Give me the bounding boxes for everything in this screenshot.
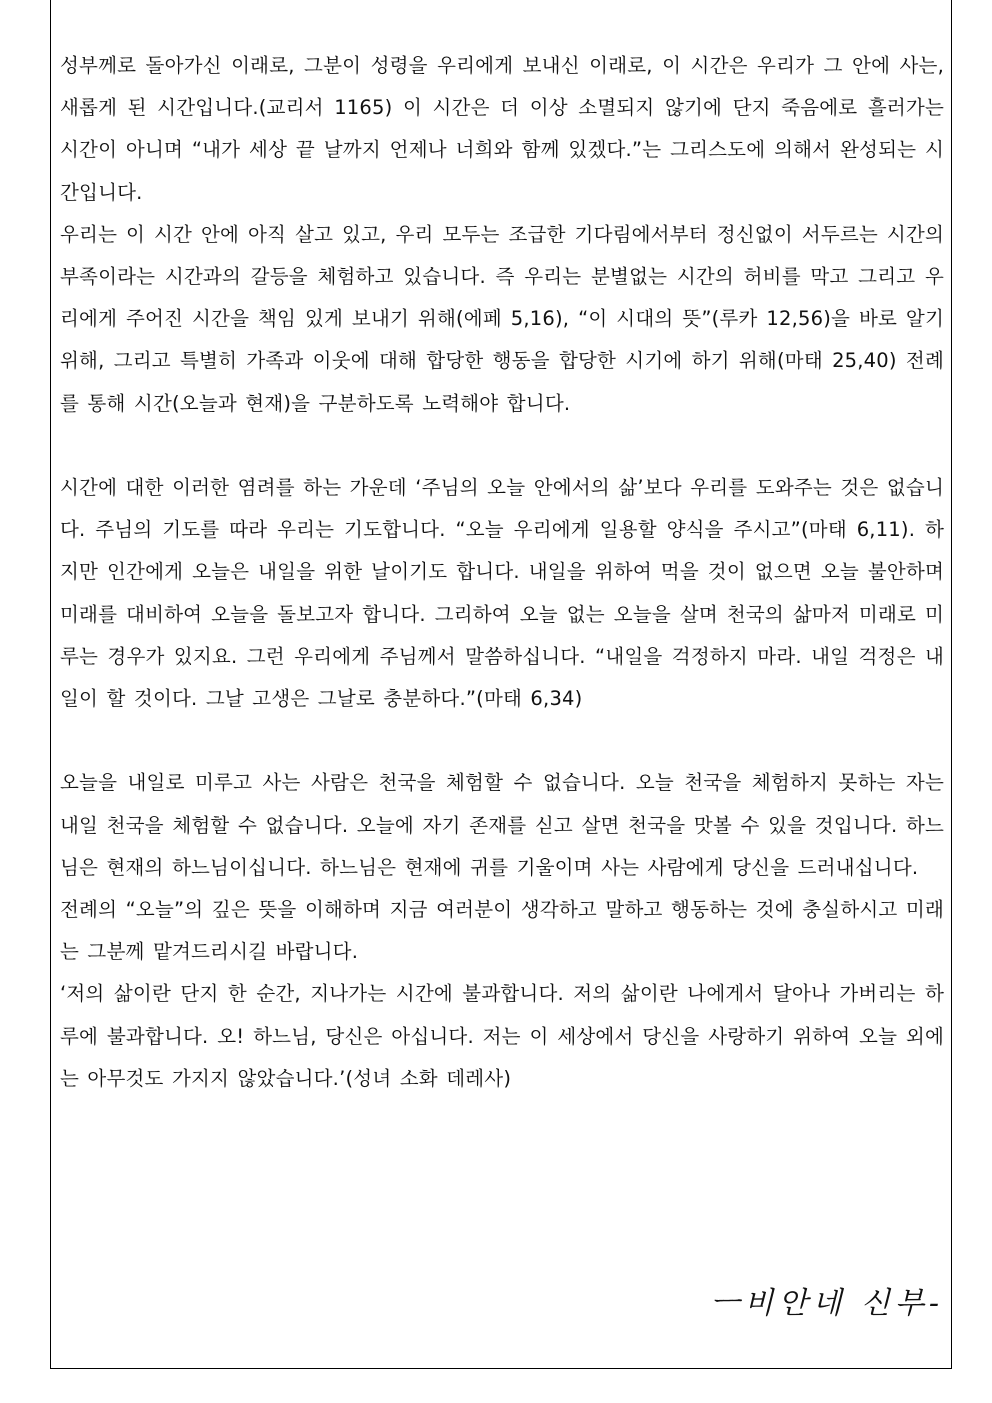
paragraph-gap [60,425,944,467]
paragraph-5: 전례의 “오늘”의 깊은 뜻을 이해하며 지금 여러분이 생각하고 말하고 행동하는 것에 충실하시고 미래는 그분께 맡겨드리시길 바랍니다. [60,898,944,964]
author-signature: ㅡ비안네 신부- [710,1286,944,1321]
document-body [60,45,944,1100]
paragraph-4: 오늘을 내일로 미루고 사는 사람은 천국을 체험할 수 없습니다. 오늘 천국을 체험하지 못하는 자는 내일 천국을 체험할 수 없습니다. 오늘에 자기 존재를 싣고 살면 천국을 맛볼 수 있을 것입니다. 하느님은 현재의 하느님이십니다. 하느님은 현재에 귀를 기울이며 사는 사람에게 당신을 드러내십니다. [60,771,944,879]
paragraph-2: 우리는 이 시간 안에 아직 살고 있고, 우리 모두는 조급한 기다림에서부터 정신없이 서두르는 시간의 부족이라는 시간과의 갈등을 체험하고 있습니다. 즉 우리는 분별없는 시간의 허비를 막고 그리고 우리에게 주어진 시간을 책임 있게 보내기 위해(에페 5,16), “이 시대의 뜻”(루카 12,56)을 바로 알기 위해, 그리고 특별히 가족과 이웃에 대해 합당한 행동을 합당한 시기에 하기 위해(마태 25,40) 전례를 통해 시간(오늘과 현재)을 구분하도록 노력해야 합니다. [60,222,944,415]
paragraph-6: ‘저의 삶이란 단지 한 순간, 지나가는 시간에 불과합니다. 저의 삶이란 나에게서 달아나 가버리는 하루에 불과합니다. 오! 하느님, 당신은 아십니다. 저는 이 세상에서 당신을 사랑하기 위하여 오늘 외에는 아무것도 가지지 않았습니다.’(성녀 소화 데레사) [60,982,944,1090]
paragraph-1: 성부께로 돌아가신 이래로, 그분이 성령을 우리에게 보내신 이래로, 이 시간은 우리가 그 안에 사는, 새롭게 된 시간입니다.(교리서 1165) 이 시간은 더 이상 소멸되지 않기에 단지 죽음에로 흘러가는 시간이 아니며 “내가 세상 끝 날까지 언제나 너희와 함께 있겠다.”는 그리스도에 의해서 완성되는 시간입니다. [60,54,944,204]
paragraph-3: 시간에 대한 이러한 염려를 하는 가운데 ‘주님의 오늘 안에서의 삶’보다 우리를 도와주는 것은 없습니다. 주님의 기도를 따라 우리는 기도합니다. “오늘 우리에게 일용할 양식을 주시고”(마태 6,11). 하지만 인간에게 오늘은 내일을 위한 날이기도 합니다. 내일을 위하여 먹을 것이 없으면 오늘 불안하며 미래를 대비하여 오늘을 돌보고자 합니다. 그리하여 오늘 없는 오늘을 살며 천국의 삶마저 미래로 미루는 경우가 있지요. 그런 우리에게 주님께서 말씀하십니다. “내일을 걱정하지 마라. 내일 걱정은 내일이 할 것이다. 그날 고생은 그날로 충분하다.”(마태 6,34) [60,476,944,711]
paragraph-gap [60,720,944,762]
